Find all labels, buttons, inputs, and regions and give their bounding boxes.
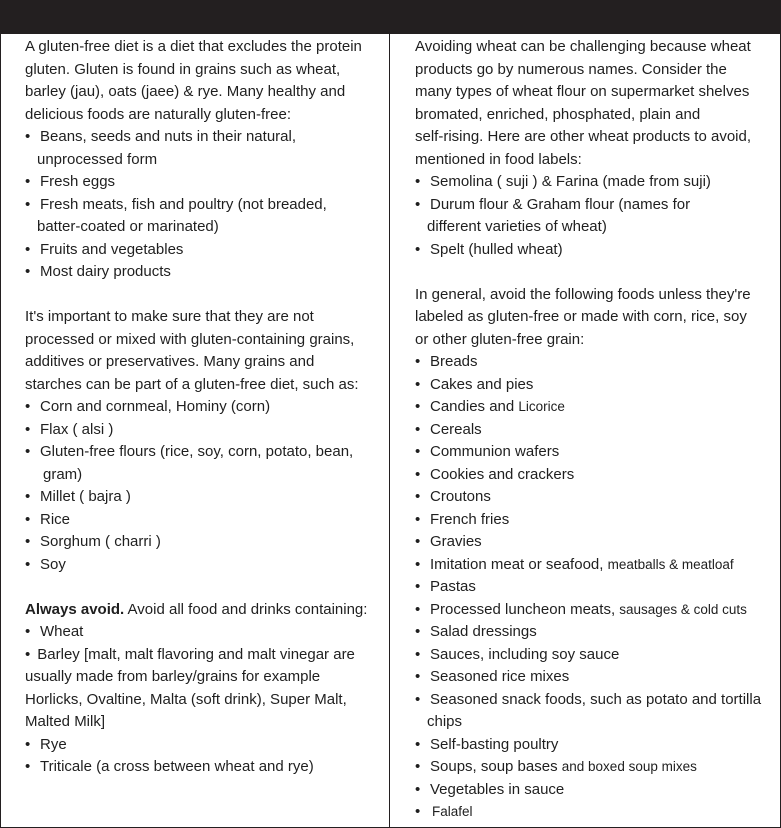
list-item: • Fruits and vegetables — [25, 240, 184, 258]
list-item: • Breads — [415, 353, 478, 370]
list-item: • Cookies and crackers — [415, 465, 575, 483]
list-item: • Spelt (hulled wheat) — [415, 240, 563, 258]
list-item: • Croutons — [415, 488, 491, 505]
barley-item: • Barley [malt, malt flavoring and malt vinegar are usually made from barley/grains for example Horlicks, Ovaltine, Malta (soft drink), Super Malt, Malted Milk] — [25, 645, 355, 730]
list-item: • Candies and Licorice — [415, 398, 565, 415]
header-bar — [0, 0, 781, 33]
right-column — [415, 36, 773, 824]
list-item: • Cereals — [415, 420, 482, 438]
natural-foods-list — [25, 126, 383, 284]
list-item: • Fresh meats, fish and poultry (not breaded, batter-coated or marinated) — [25, 195, 327, 235]
list-item: • Most dairy products — [25, 263, 171, 280]
list-item: • Seasoned rice mixes — [415, 668, 570, 685]
wheat-intro-paragraph: Avoiding wheat can be challenging because wheat products go by numerous names. Consider the many types of wheat flour on supermarket shelves bromated, enriched, phosphated, plain and self-rising. Here are other wheat products to avoid, mentioned in food labels: — [415, 38, 751, 168]
list-item: • Flax ( alsi ) — [25, 420, 114, 438]
list-item: • Processed luncheon meats, sausages & cold cuts — [415, 600, 747, 618]
left-column — [25, 36, 383, 779]
list-item: • Soy — [25, 555, 66, 573]
list-item: • Cakes and pies — [415, 375, 534, 393]
list-item: • Durum flour & Graham flour (names for different varieties of wheat) — [415, 195, 691, 235]
list-item: • French fries — [415, 510, 510, 528]
list-item: • Falafel — [415, 803, 473, 820]
list-item: • Millet ( bajra ) — [25, 488, 131, 505]
list-item: • Rye — [25, 735, 67, 753]
safe-grains-list — [25, 396, 383, 576]
column-divider — [389, 33, 390, 828]
list-item: • Wheat — [25, 623, 84, 640]
list-item: • Beans, seeds and nuts in their natural, unprocessed form — [25, 128, 296, 168]
foods-to-avoid-list — [415, 351, 773, 824]
list-item: • Soups, soup bases and boxed soup mixes — [415, 758, 697, 775]
grains-paragraph: It's important to make sure that they are not processed or mixed with gluten-containing grains, additives or preservatives. Many grains and starches can be part of a gluten-free diet, such as: — [25, 308, 359, 393]
list-item: • Imitation meat or seafood, meatballs & meatloaf — [415, 555, 734, 573]
list-item: • Self-basting poultry — [415, 735, 559, 753]
always-avoid-list — [25, 621, 383, 644]
list-item: • Gluten-free flours (rice, soy, corn, potato, bean, gram) — [25, 443, 354, 483]
list-item: • Seasoned snack foods, such as potato and tortilla chips — [415, 690, 762, 730]
list-item: • Pastas — [415, 578, 476, 595]
list-item: • Gravies — [415, 533, 482, 550]
list-item: • Sauces, including soy sauce — [415, 645, 620, 663]
list-item: • Fresh eggs — [25, 173, 116, 190]
always-avoid-heading: Always avoid. Avoid all food and drinks containing: — [25, 600, 368, 618]
list-item: • Vegetables in sauce — [415, 780, 565, 798]
list-item: • Communion wafers — [415, 443, 560, 460]
list-item: • Sorghum ( charri ) — [25, 533, 161, 550]
list-item: • Salad dressings — [415, 623, 537, 640]
list-item: • Semolina ( suji ) & Farina (made from suji) — [415, 173, 711, 190]
general-avoid-paragraph: In general, avoid the following foods unless they're labeled as gluten-free or made with corn, rice, soy or other gluten-free grain: — [415, 285, 751, 348]
intro-paragraph: A gluten-free diet is a diet that excludes the protein gluten. Gluten is found in grains such as wheat, barley (jau), oats (jaee) & rye. Many healthy and delicious foods are naturally gluten-free: — [25, 38, 362, 123]
list-item: • Triticale (a cross between wheat and rye) — [25, 758, 314, 775]
list-item: • Corn and cornmeal, Hominy (corn) — [25, 398, 271, 415]
list-item: • Rice — [25, 510, 71, 528]
wheat-products-list — [415, 171, 773, 261]
